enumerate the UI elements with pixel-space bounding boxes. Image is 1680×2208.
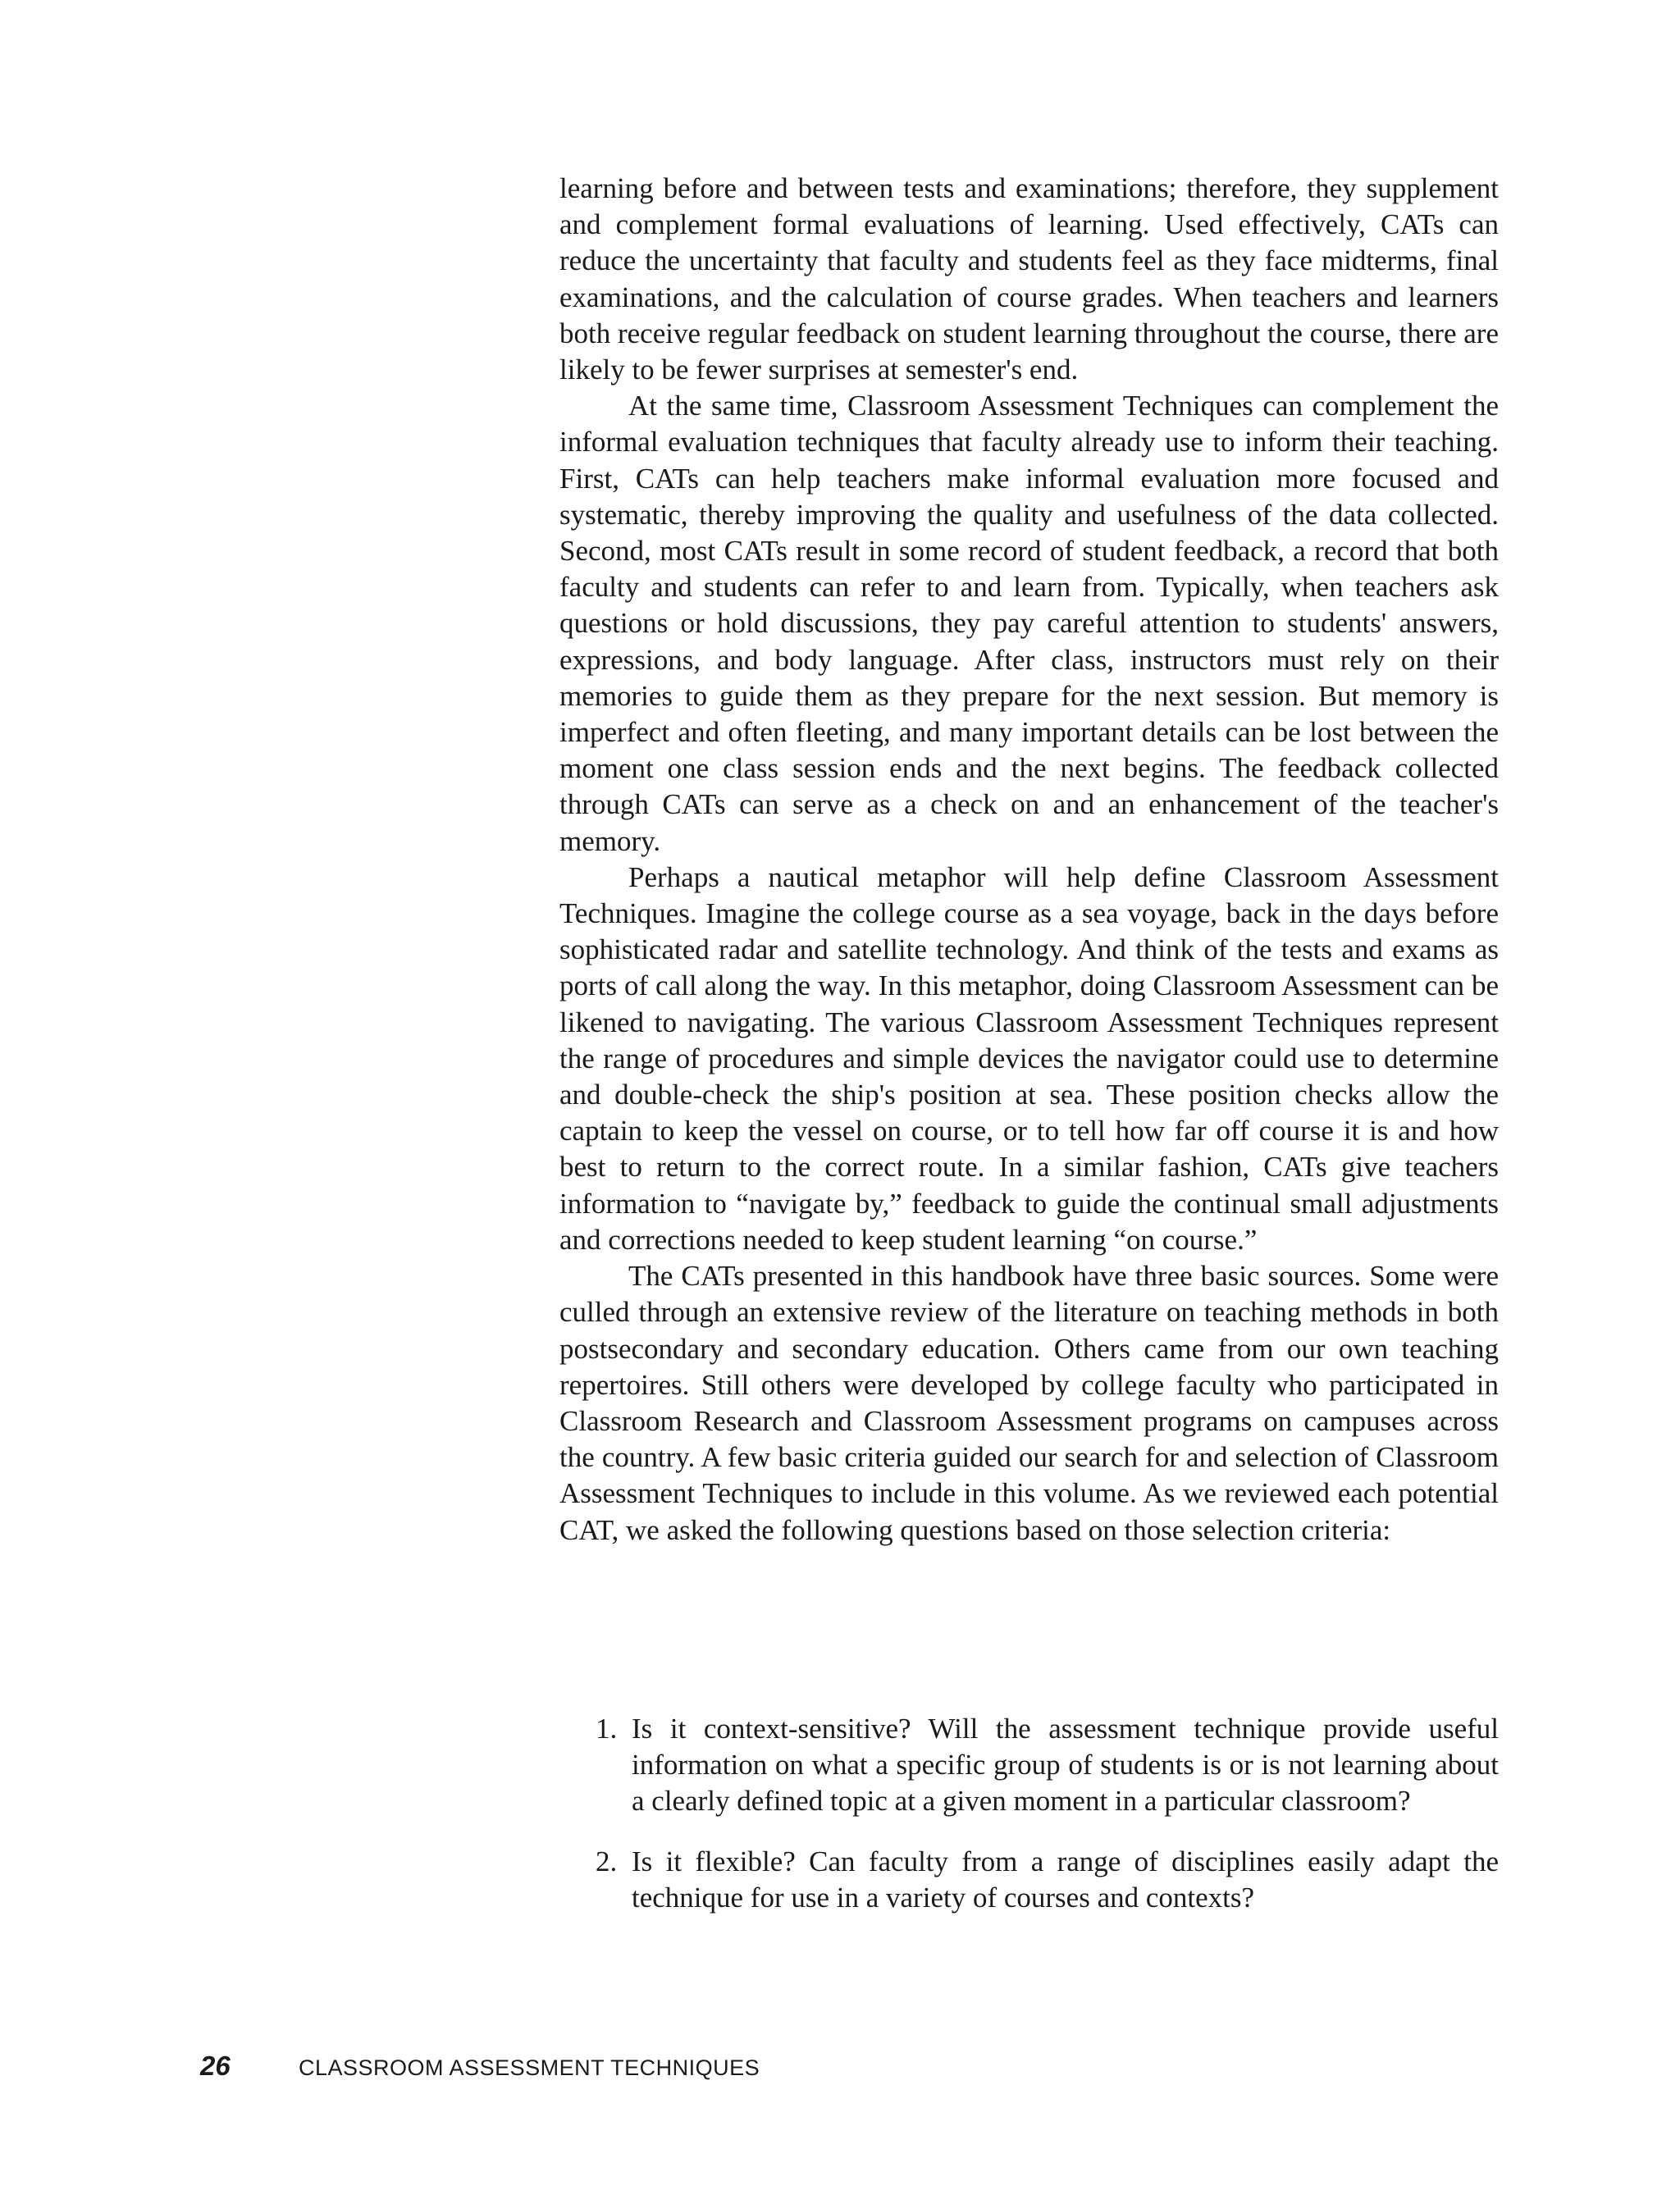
list-item-1 xyxy=(596,1711,1499,1820)
paragraph-1: learning before and between tests and examinations; therefore, they supplement and complement formal evaluations of learning. Used effectively, CATs can reduce the uncertainty that faculty and students feel as they face midterms, final examinations, and the calculation of course grades. When teachers and learners both receive regular feedback on student learning throughout the course, there are likely to be fewer surprises at semester's end. xyxy=(559,172,1499,386)
list-item-2 xyxy=(596,1844,1499,1916)
list-number: 2. xyxy=(596,1845,618,1877)
paragraph-3: Perhaps a nautical metaphor will help define Classroom Assessment Techniques. Imagine the college course as a sea voyage, back in the days before sophisticated radar and satellite technology. And think of the tests and exams as ports of call along the way. In this metaphor, doing Classroom Assessment can be likened to navigating. The various Classroom Assessment Techniques represent the range of procedures and simple devices the navigator could use to determine and double-check the ship's position at sea. These position checks allow the captain to keep the vessel on course, or to tell how far off course it is and how best to return to the correct route. In a similar fashion, CATs give teachers information to “navigate by,” feedback to guide the continual small adjustments and corrections needed to keep student learning “on course.” xyxy=(559,860,1499,1256)
running-title: CLASSROOM ASSESSMENT TECHNIQUES xyxy=(299,2055,760,2080)
page-footer xyxy=(200,2051,760,2082)
list-text: Is it context-sensitive? Will the assessment technique provide useful information on what a specific group of students is or is not learning about a clearly defined topic at a given moment in a particular classroom? xyxy=(632,1713,1499,1818)
criteria-list xyxy=(596,1711,1499,1916)
body-text xyxy=(559,171,1499,1549)
paragraph-2: At the same time, Classroom Assessment Techniques can complement the informal evaluation techniques that faculty already use to inform their teaching. First, CATs can help teachers make informal evaluation more focused and systematic, thereby improving the quality and usefulness of the data collected. Second, most CATs result in some record of student feedback, a record that both faculty and students can refer to and learn from. Typically, when teachers ask questions or hold discussions, they pay careful attention to students' answers, expressions, and body language. After class, instructors must rely on their memories to guide them as they prepare for the next session. But memory is imperfect and often fleeting, and many important details can be lost between the moment one class session ends and the next begins. The feedback collected through CATs can serve as a check on and an enhancement of the teacher's memory. xyxy=(559,390,1499,857)
page-number: 26 xyxy=(200,2051,231,2081)
list-text: Is it flexible? Can faculty from a range of disciplines easily adapt the technique for use in a variety of courses and contexts? xyxy=(632,1845,1499,1914)
paragraph-4: The CATs presented in this handbook have three basic sources. Some were culled through an extensive review of the literature on teaching methods in both postsecondary and secondary education. Others came from our own teaching repertoires. Still others were developed by college faculty who participated in Classroom Research and Classroom Assessment programs on campuses across the country. A few basic criteria guided our search for and selection of Classroom Assessment Techniques to include in this volume. As we reviewed each potential CAT, we asked the following questions based on those selection criteria: xyxy=(559,1260,1499,1546)
list-number: 1. xyxy=(596,1713,618,1745)
